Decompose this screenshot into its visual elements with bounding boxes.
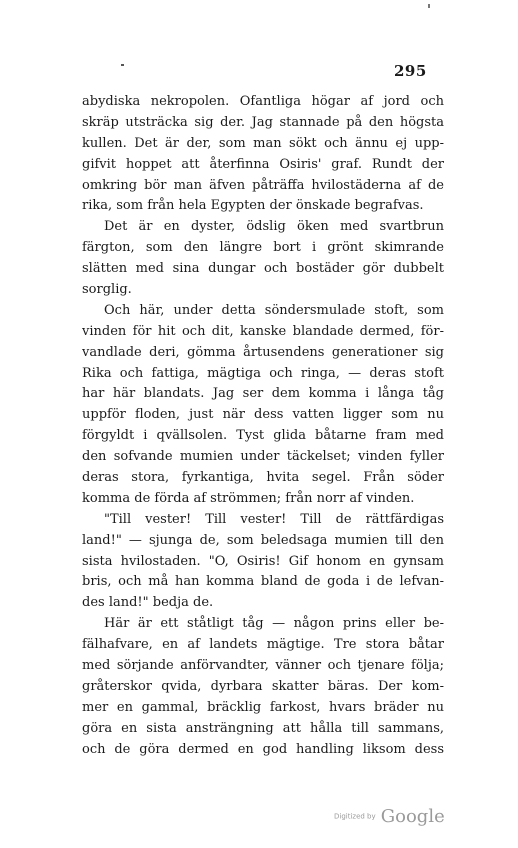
page-number: 295 bbox=[394, 62, 427, 80]
text-line: rika, som från hela Egypten der önskade begrafvas. bbox=[82, 198, 424, 214]
digitized-label: Digitized by bbox=[334, 812, 376, 821]
text-line: fälhafvare, en af landets mägtige. Tre stora båtar bbox=[82, 637, 444, 653]
text-line: gifvit hoppet att återfinna Osiris' graf. Rundt der bbox=[82, 156, 444, 172]
text-line: med sörjande anförvandter, vänner och tjenare följa; bbox=[82, 658, 444, 674]
text-line: vandlade deri, gömma årtusendens generationer sig bbox=[82, 344, 444, 360]
text-line: slätten med sina dungar och bostäder gör dubbelt bbox=[82, 261, 444, 277]
text-line: förgyldt i qvällsolen. Tyst glida båtarne fram med bbox=[82, 428, 444, 444]
text-line: "Till vester! Till vester! Till de rättfärdigas bbox=[104, 511, 444, 527]
text-line: färgton, som den längre bort i grönt skimrande bbox=[82, 240, 444, 256]
text-line: abydiska nekropolen. Ofantliga högar af jord och bbox=[82, 94, 444, 109]
text-line: den sofvande mumien under täckelset; vinden fyller bbox=[82, 449, 444, 465]
stray-dot bbox=[121, 64, 124, 66]
text-line: vinden för hit och dit, kanske blandade dermed, för- bbox=[82, 323, 444, 339]
text-line: skräp utsträcka sig der. Jag stannade på den högsta bbox=[82, 114, 444, 130]
body-text bbox=[82, 92, 444, 761]
text-line: uppför floden, just när dess vatten ligger som nu bbox=[82, 407, 444, 423]
text-line: Rika och fattiga, mägtiga och ringa, — deras stoft bbox=[82, 365, 444, 381]
digitized-by-google-watermark bbox=[334, 806, 445, 827]
text-line: Och här, under detta söndersmulade stoft, som bbox=[104, 302, 444, 318]
text-line: gråterskor qvida, dyrbara skatter bäras. Der kom- bbox=[82, 678, 444, 694]
text-line: sorglig. bbox=[82, 282, 132, 298]
text-line: deras stora, fyrkantiga, hvita segel. Från söder bbox=[82, 470, 444, 486]
text-line: omkring bör man äfven påträffa hvilostäderna af de bbox=[82, 177, 444, 193]
text-line: kullen. Det är der, som man sökt och ännu ej upp- bbox=[82, 135, 444, 151]
text-line: sista hvilostaden. "O, Osiris! Gif honom en gynsam bbox=[82, 553, 444, 569]
text-line: bris, och må han komma bland de goda i de lefvan- bbox=[82, 574, 444, 590]
text-line: har här blandats. Jag ser dem komma i långa tåg bbox=[82, 386, 444, 402]
text-line: Det är en dyster, ödslig öken med svartbrun bbox=[104, 219, 444, 235]
stray-mark bbox=[428, 4, 430, 8]
text-line: och de göra dermed en god handling liksom dess bbox=[82, 741, 444, 757]
text-line: Här är ett ståtligt tåg — någon prins eller be- bbox=[104, 616, 444, 632]
google-logo: Google bbox=[380, 806, 445, 827]
text-line: komma de förda af strömmen; från norr af vinden. bbox=[82, 490, 415, 506]
text-line: göra en sista ansträngning att hålla till sammans, bbox=[82, 720, 444, 736]
text-line: des land!" bedja de. bbox=[82, 595, 214, 611]
text-line: mer en gammal, bräcklig farkost, hvars bräder nu bbox=[82, 699, 444, 715]
text-line: land!" — sjunga de, som beledsaga mumien till den bbox=[82, 532, 444, 548]
